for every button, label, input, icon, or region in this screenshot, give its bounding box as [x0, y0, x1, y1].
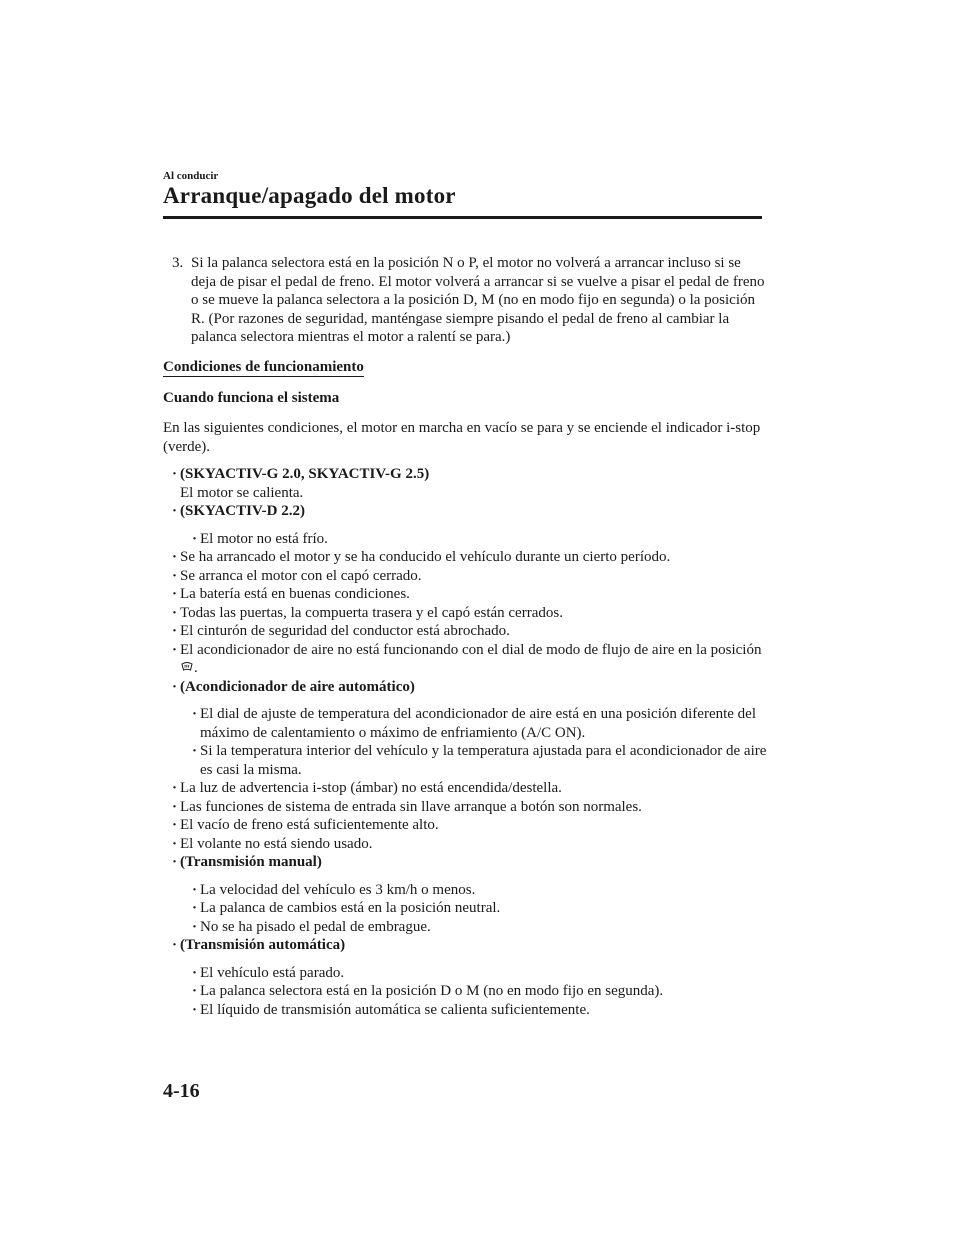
list-item — [163, 678, 769, 697]
subitem-text: La velocidad del vehículo es 3 km/h o menos. — [200, 881, 476, 898]
bullet-icon: · — [172, 549, 178, 565]
list-subitem — [163, 881, 769, 900]
item-text: Se ha arrancado el motor y se ha conducido el vehículo durante un cierto período. — [180, 549, 671, 565]
item-text: La luz de advertencia i-stop (ámbar) no está encendida/destella. — [180, 780, 562, 796]
item-text: El vacío de freno está suficientemente alto. — [180, 817, 439, 833]
bullet-icon: · — [172, 854, 178, 870]
bullet-icon: · — [172, 586, 178, 602]
page-title: Arranque/apagado del motor — [163, 183, 456, 208]
item-heading: (SKYACTIV-D 2.2) — [180, 503, 306, 519]
subitem-text: La palanca selectora está en la posición D o M (no en modo fijo en segunda). — [200, 983, 664, 999]
bullet-icon: · — [172, 780, 178, 796]
list-subitem — [163, 705, 769, 742]
bullet-icon: · — [192, 881, 198, 898]
list-subitem — [163, 1001, 769, 1020]
list-item — [163, 567, 769, 586]
item-text-end: . — [194, 660, 198, 676]
item-heading: (Acondicionador de aire automático) — [180, 678, 415, 695]
title-rule — [163, 216, 762, 219]
list-subitem — [163, 964, 769, 983]
bullet-icon: · — [172, 503, 178, 519]
bullet-icon: · — [172, 641, 178, 658]
item-text: Se arranca el motor con el capó cerrado. — [180, 567, 422, 584]
bullet-icon: · — [172, 604, 178, 621]
list-item — [163, 641, 769, 678]
step-number: 3. — [172, 255, 184, 271]
item-text: El volante no está siendo usado. — [180, 835, 373, 852]
bullet-icon: · — [192, 1001, 198, 1018]
item-text: El cinturón de seguridad del conductor está abrochado. — [180, 623, 510, 639]
bullet-icon: · — [172, 567, 178, 584]
step-text: Si la palanca selectora está en la posición N o P, el motor no volverá a arrancar incluso si se deja de pisar el pedal de freno. El motor volverá a arrancar si se vuelve a pisar el pedal de freno o se mueve la palanca selectora a la posición D, M (no en modo fijo en segunda) o la posición R. (Por razones de seguridad, manténgase siempre pisando el pedal de freno al cambiar la palanca selectora mientras el motor a ralentí se para.) — [191, 255, 765, 345]
section-label: Al conducir — [163, 170, 219, 182]
bullet-icon: · — [192, 530, 198, 547]
item-heading: (Transmisión manual) — [180, 854, 322, 870]
bullet-icon: · — [172, 937, 178, 953]
item-heading: (SKYACTIV-G 2.0, SKYACTIV-G 2.5) — [180, 466, 430, 482]
item-text: Las funciones de sistema de entrada sin llave arranque a botón son normales. — [180, 798, 642, 815]
subitem-text: Si la temperatura interior del vehículo y la temperatura ajustada para el acondicionador de aire es casi la misma. — [200, 743, 767, 778]
page-content — [163, 254, 769, 1019]
subitem-text: El líquido de transmisión automática se calienta suficientemente. — [200, 1001, 590, 1018]
list-item — [163, 502, 769, 521]
bullet-icon: · — [192, 706, 198, 722]
windshield-defrost-icon — [181, 661, 193, 673]
step-3 — [163, 254, 769, 347]
bullet-icon: · — [172, 623, 178, 639]
subheading: Cuando funciona el sistema — [163, 389, 340, 406]
list-item — [163, 798, 769, 817]
item-text: Todas las puertas, la compuerta trasera y el capó están cerrados. — [180, 604, 563, 621]
subitem-text: El motor no está frío. — [200, 530, 328, 547]
item-heading: (Transmisión automática) — [180, 937, 346, 953]
bullet-icon: · — [172, 835, 178, 852]
list-item — [163, 585, 769, 604]
bullet-icon: · — [192, 900, 198, 916]
section-heading: Condiciones de funcionamiento — [163, 358, 364, 375]
list-item — [163, 816, 769, 835]
list-item — [163, 548, 769, 567]
subitem-text: El vehículo está parado. — [200, 964, 345, 981]
list-item-text: El motor se calienta. — [180, 484, 304, 501]
list-subitem — [163, 982, 769, 1001]
list-item — [163, 835, 769, 854]
subitem-text: No se ha pisado el pedal de embrague. — [200, 918, 431, 935]
page-number: 4-16 — [163, 1080, 200, 1102]
list-item — [163, 936, 769, 955]
subitem-text: El dial de ajuste de temperatura del acondicionador de aire está en una posición diferente del máximo de calentamiento o máximo de enfriamiento (A/C ON). — [200, 706, 757, 741]
subitem-text: La palanca de cambios está en la posición neutral. — [200, 900, 501, 916]
list-item — [163, 853, 769, 872]
list-item — [163, 604, 769, 623]
list-subitem — [163, 530, 769, 549]
item-text: La batería está en buenas condiciones. — [180, 586, 410, 602]
list-item — [163, 465, 769, 484]
list-subitem — [163, 918, 769, 937]
item-text: El acondicionador de aire no está funcionando con el dial de modo de flujo de aire en la posición — [180, 641, 762, 658]
bullet-icon: · — [192, 983, 198, 999]
list-item — [163, 622, 769, 641]
bullet-icon: · — [172, 817, 178, 833]
list-subitem — [163, 742, 769, 779]
bullet-icon: · — [172, 798, 178, 815]
bullet-icon: · — [192, 918, 198, 935]
bullet-icon: · — [172, 466, 178, 482]
list-item — [163, 779, 769, 798]
intro-paragraph: En las siguientes condiciones, el motor en marcha en vacío se para y se enciende el indicador i-stop (verde). — [163, 420, 761, 455]
bullet-icon: · — [192, 964, 198, 981]
bullet-icon: · — [172, 678, 178, 695]
bullet-icon: · — [192, 743, 198, 759]
list-subitem — [163, 899, 769, 918]
